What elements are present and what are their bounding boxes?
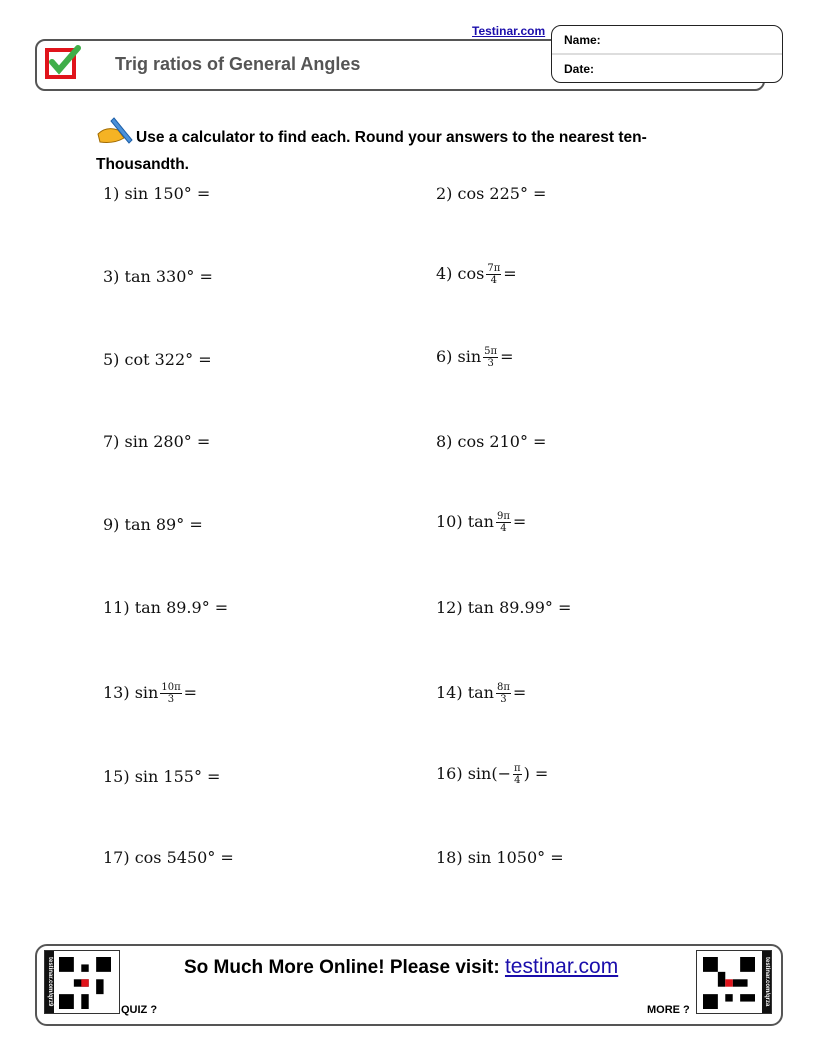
fraction (483, 346, 498, 369)
qr-code-quiz[interactable] (44, 950, 120, 1014)
problem-5 (103, 350, 212, 369)
problem-expression: cot 322° = (124, 350, 212, 369)
problem-suffix: = (512, 512, 527, 531)
qr-side-strip (45, 951, 54, 1013)
problem-number: 15) (103, 767, 130, 786)
problem-15 (103, 767, 220, 786)
fraction (486, 263, 501, 286)
problem-expression: sin (134, 683, 159, 702)
denominator: 4 (514, 775, 521, 786)
problem-12 (436, 598, 571, 617)
problem-11 (103, 598, 228, 617)
problem-suffix: = (503, 264, 517, 283)
qr-icon (59, 957, 111, 1009)
problem-suffix: = (500, 347, 514, 366)
problem-expression: tan 89.9° = (134, 598, 229, 617)
problem-17 (103, 848, 234, 867)
problem-expression: sin 150° = (124, 184, 211, 203)
writing-hand-icon (96, 116, 136, 146)
problem-number: 6) (436, 347, 453, 366)
footer-link[interactable]: testinar.com (504, 955, 619, 978)
problem-number: 11) (103, 598, 130, 617)
name-date-box (551, 25, 783, 83)
problem-number: 18) (436, 848, 463, 867)
qr-code-more[interactable] (696, 950, 772, 1014)
problem-number: 1) (103, 184, 120, 203)
problem-4 (436, 263, 517, 286)
problem-number: 12) (436, 598, 463, 617)
problem-expression: sin 155° = (134, 767, 221, 786)
denominator: 3 (487, 358, 494, 369)
problem-expression: tan 330° = (124, 267, 213, 286)
name-label: Name: (552, 26, 782, 55)
problem-expression: cos 225° = (457, 184, 547, 203)
problem-expression: tan 89.99° = (467, 598, 572, 617)
page-title: Trig ratios of General Angles (115, 54, 361, 74)
quiz-label: QUIZ ? (121, 1004, 158, 1016)
problem-number: 14) (436, 683, 463, 702)
fraction (496, 682, 511, 705)
problem-number: 8) (436, 432, 453, 451)
problem-suffix: = (512, 683, 527, 702)
problem-expression: cos 5450° = (134, 848, 234, 867)
problem-number: 3) (103, 267, 120, 286)
footer-text (184, 955, 618, 979)
problem-expression: sin 280° = (124, 432, 211, 451)
instructions-text: Use a calculator to find each. Round your answers to the nearest ten-Thousandth. (96, 129, 647, 173)
problem-7 (103, 432, 210, 451)
problem-number: 17) (103, 848, 130, 867)
numerator: π (513, 763, 521, 774)
problem-number: 2) (436, 184, 453, 203)
problem-16 (436, 763, 548, 786)
problem-number: 4) (436, 264, 453, 283)
numerator: 9π (496, 511, 510, 522)
problem-expression: tan 89° = (124, 515, 203, 534)
qr-icon (703, 957, 755, 1009)
problem-expression: tan (467, 683, 494, 702)
problem-number: 10) (436, 512, 463, 531)
checkbox-logo-icon (45, 45, 81, 79)
fraction (160, 682, 181, 705)
problem-3 (103, 267, 213, 286)
problem-number: 7) (103, 432, 120, 451)
problem-number: 16) (436, 764, 463, 783)
problem-number: 9) (103, 515, 120, 534)
problem-8 (436, 432, 546, 451)
instructions (96, 116, 716, 178)
problem-14 (436, 682, 526, 705)
denominator: 3 (500, 694, 507, 705)
problem-number: 13) (103, 683, 130, 702)
problem-18 (436, 848, 564, 867)
numerator: 8π (496, 682, 510, 693)
problem-expression: tan (467, 512, 494, 531)
numerator: 10π (161, 682, 181, 693)
denominator: 3 (167, 694, 175, 705)
denominator: 4 (490, 275, 497, 286)
testinar-link[interactable]: Testinar.com (472, 24, 546, 38)
numerator: 5π (484, 346, 498, 357)
problem-expression: cos (457, 264, 485, 283)
footer-message: So Much More Online! Please visit: (184, 957, 500, 978)
problem-13 (103, 682, 197, 705)
fraction (496, 511, 511, 534)
problem-1 (103, 184, 210, 203)
problem-6 (436, 346, 514, 369)
more-label: MORE ? (647, 1004, 690, 1016)
problem-expression: sin 1050° = (467, 848, 564, 867)
date-label: Date: (564, 62, 595, 76)
qr-left-url: testinar.com/qrz9 (47, 957, 53, 1007)
fraction (513, 763, 522, 786)
problem-10 (436, 511, 526, 534)
problem-9 (103, 515, 203, 534)
problem-expression: cos 210° = (457, 432, 547, 451)
qr-right-url: testinar.com/qrza (764, 957, 770, 1007)
problem-expression: sin (457, 347, 482, 366)
problem-suffix: = (183, 683, 198, 702)
denominator: 4 (500, 523, 507, 534)
qr-side-strip (762, 951, 771, 1013)
problem-2 (436, 184, 546, 203)
problem-suffix: ) = (523, 764, 549, 783)
problem-expression: sin(− (467, 764, 511, 783)
numerator: 7π (487, 263, 501, 274)
problem-number: 5) (103, 350, 120, 369)
